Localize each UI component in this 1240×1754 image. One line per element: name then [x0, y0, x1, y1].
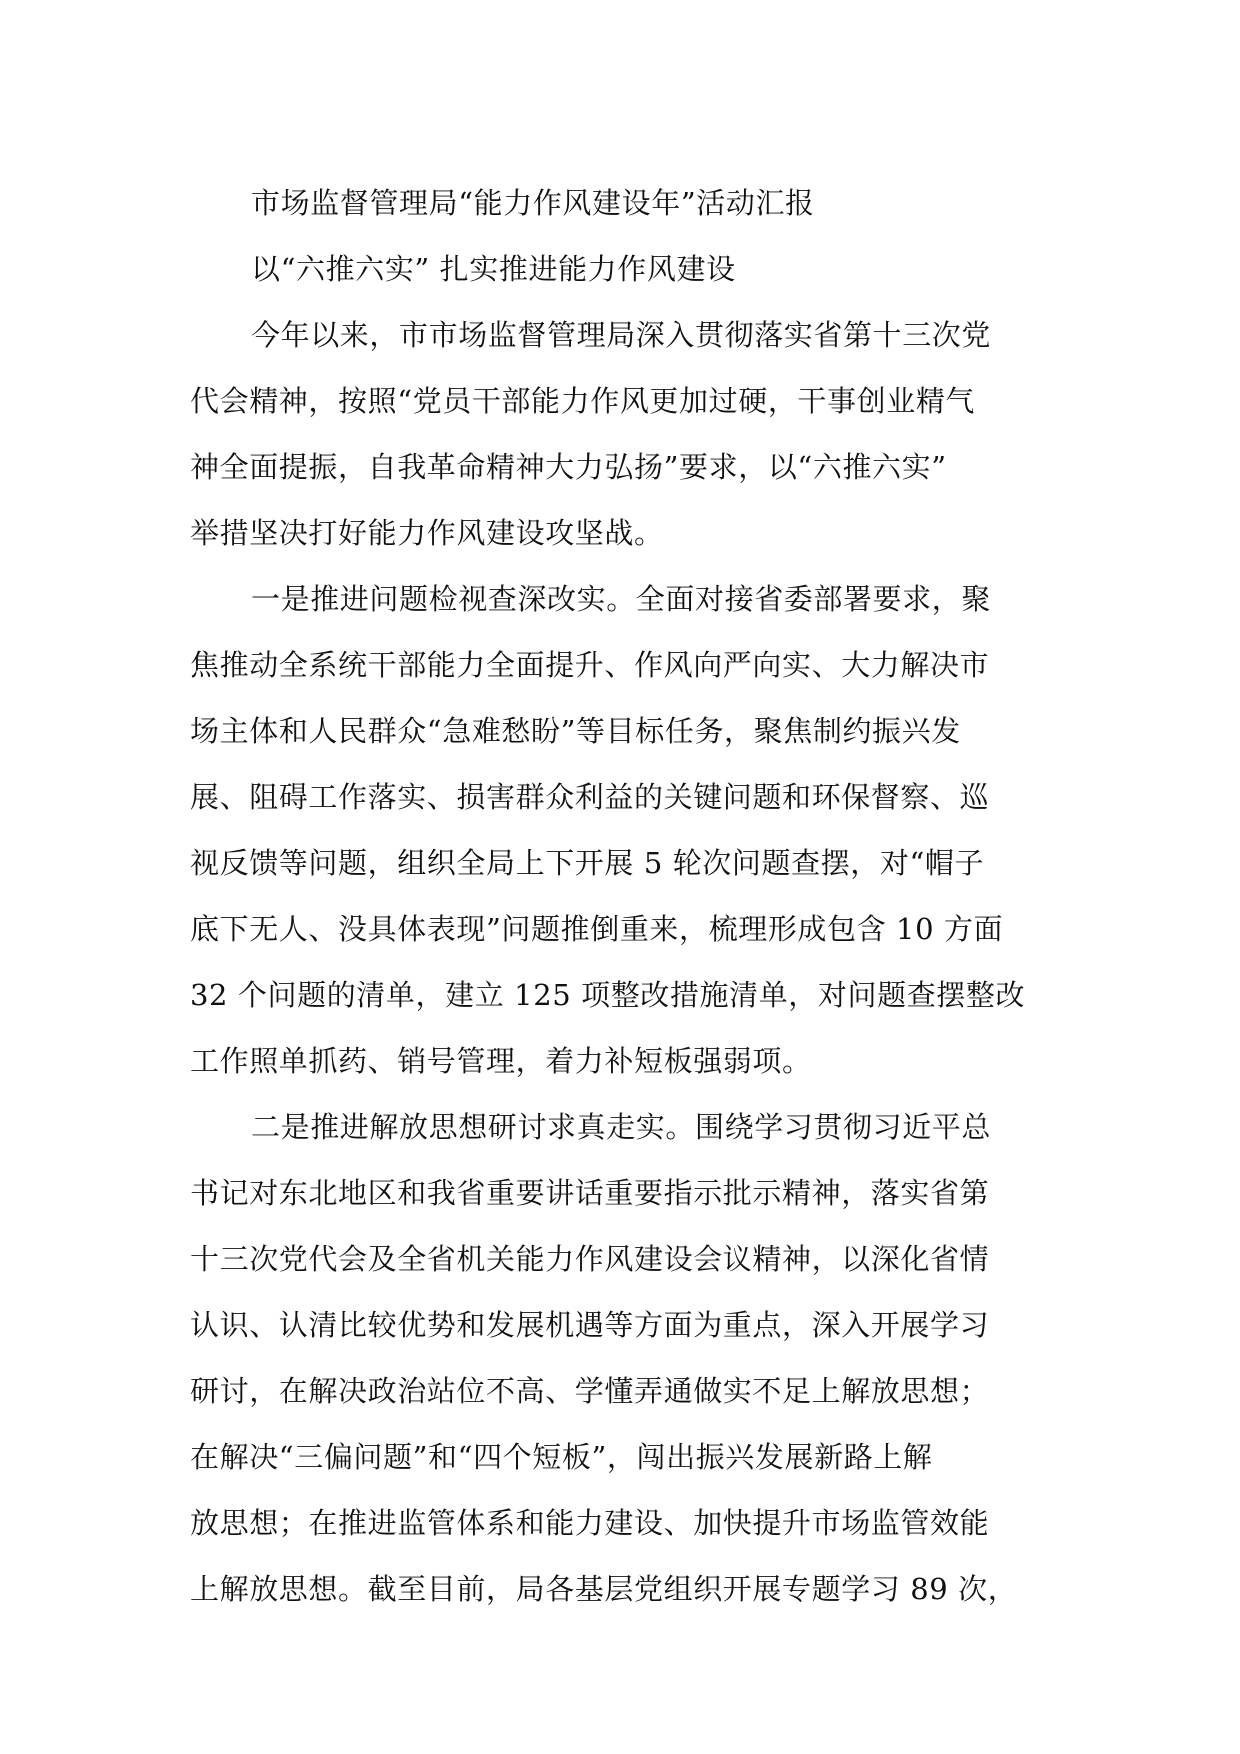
paragraph-line: 工作照单抓药、销号管理，着力补短板强弱项。 — [190, 1044, 812, 1078]
paragraph-line: 神全面提振，自我革命精神大力弘扬”要求，以“六推六实” — [190, 450, 947, 484]
paragraph-ideological-emancipation — [190, 1094, 1060, 1622]
paragraph-line: 32 个问题的清单，建立 125 项整改措施清单，对问题查摆整改 — [190, 978, 1026, 1012]
paragraph-line: 认识、认清比较优势和发展机遇等方面为重点，深入开展学习 — [190, 1308, 990, 1342]
paragraph-line: 书记对东北地区和我省重要讲话重要指示批示精神，落实省第 — [190, 1176, 990, 1210]
document-body — [190, 170, 1060, 1622]
document-title: 市场监督管理局“能力作风建设年”活动汇报 — [251, 186, 815, 220]
paragraph-intro — [190, 302, 1060, 566]
paragraph-line: 放思想；在推进监管体系和能力建设、加快提升市场监管效能 — [190, 1506, 990, 1540]
document-subtitle: 以“六推六实” 扎实推进能力作风建设 — [251, 252, 736, 286]
paragraph-line: 在解决“三偏问题”和“四个短板”，闯出振兴发展新路上解 — [190, 1440, 933, 1474]
paragraph-line: 视反馈等问题，组织全局上下开展 5 轮次问题查摆，对“帽子 — [190, 846, 985, 880]
paragraph-line: 今年以来，市市场监督管理局深入贯彻落实省第十三次党 — [251, 318, 992, 352]
paragraph-line: 二是推进解放思想研讨求真走实。围绕学习贯彻习近平总 — [251, 1110, 992, 1144]
paragraph-line: 一是推进问题检视查深改实。全面对接省委部署要求，聚 — [251, 582, 992, 616]
paragraph-line: 上解放思想。截至目前，局各基层党组织开展专题学习 89 次， — [190, 1572, 1018, 1606]
paragraph-line: 场主体和人民群众“急难愁盼”等目标任务，聚焦制约振兴发 — [190, 714, 961, 748]
paragraph-line: 研讨，在解决政治站位不高、学懂弄通做实不足上解放思想； — [190, 1374, 990, 1408]
paragraph-line: 代会精神，按照“党员干部能力作风更加过硬，干事创业精气 — [190, 384, 976, 418]
paragraph-problem-review — [190, 566, 1060, 1094]
paragraph-line: 焦推动全系统干部能力全面提升、作风向严向实、大力解决市 — [190, 648, 990, 682]
paragraph-line: 举措坚决打好能力作风建设攻坚战。 — [190, 516, 664, 550]
paragraph-line: 底下无人、没具体表现”问题推倒重来，梳理形成包含 10 方面 — [190, 912, 1004, 946]
paragraph-line: 展、阻碍工作落实、损害群众利益的关键问题和环保督察、巡 — [190, 780, 990, 814]
paragraph-line: 十三次党代会及全省机关能力作风建设会议精神，以深化省情 — [190, 1242, 990, 1276]
